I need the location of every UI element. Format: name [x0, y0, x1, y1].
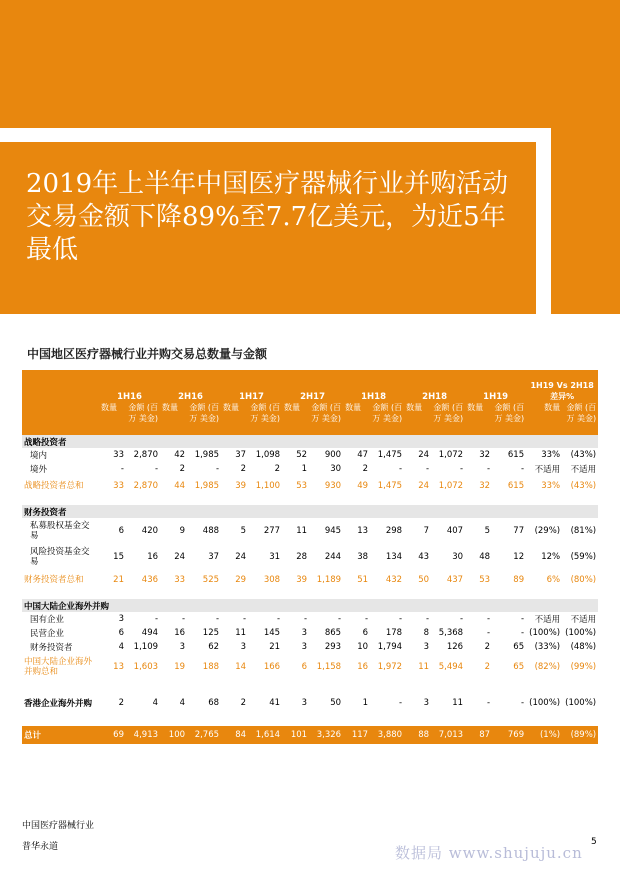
- table-cell: 38: [357, 552, 369, 562]
- table-cell: (80%): [570, 575, 597, 585]
- header-blank: [22, 370, 99, 402]
- table-cell: 3,326: [309, 726, 343, 744]
- table-cell: 188: [202, 662, 220, 672]
- table-cell: 24: [235, 552, 247, 562]
- table-row: [22, 640, 598, 654]
- table-cell: 28: [296, 552, 308, 562]
- table-cell: -: [364, 614, 369, 624]
- page-title: 2019年上半年中国医疗器械行业并购活动交易金额下降89%至7.7亿美元，为近5年最低: [26, 169, 509, 265]
- table-cell: 2: [240, 464, 247, 474]
- table-cell: 5,368: [438, 628, 464, 638]
- count-header: 数量: [160, 402, 187, 435]
- period-header: 1H19: [465, 370, 526, 402]
- table-cell: -: [154, 464, 159, 474]
- table-cell: 1,072: [438, 450, 464, 460]
- table-cell: 24: [174, 552, 186, 562]
- table-cell: 4: [152, 698, 159, 708]
- table-cell: 420: [141, 526, 159, 536]
- table-cell: (82%): [534, 662, 561, 672]
- period-header: 1H16: [99, 370, 160, 402]
- table-cell: (81%): [570, 526, 597, 536]
- table-cell: 615: [507, 450, 525, 460]
- table-cell: 65: [513, 662, 525, 672]
- diff-amount-header: 金额 (百万 美金): [562, 402, 598, 435]
- count-header: 数量: [221, 402, 248, 435]
- table-cell: 32: [479, 450, 491, 460]
- table-cell: 21: [113, 575, 124, 585]
- row-label: 民营企业: [30, 629, 65, 639]
- table-cell: -: [487, 464, 491, 474]
- table-cell: 1,794: [377, 642, 403, 652]
- table-cell: 87: [465, 726, 492, 744]
- table-cell: (43%): [570, 481, 597, 491]
- table-cell: -: [460, 464, 464, 474]
- table-cell: 29: [235, 575, 247, 585]
- table-cell: 50: [418, 575, 430, 585]
- row-label: 境外: [30, 465, 48, 475]
- table-cell: 6: [118, 628, 124, 638]
- table-cell: 9: [179, 526, 186, 536]
- section-header: 财务投资者: [22, 505, 598, 518]
- spacer-cell: [22, 680, 598, 689]
- table-cell: 5: [484, 526, 491, 536]
- row-spacer: [22, 496, 598, 505]
- table-cell: 51: [357, 575, 369, 585]
- page-number: 5: [591, 837, 597, 847]
- table-cell: 3: [423, 698, 430, 708]
- diff-count-header: 数量: [526, 402, 562, 435]
- section-header-row: [22, 599, 598, 612]
- diff-header: 1H19 Vs 2H18 差异%: [526, 370, 598, 402]
- table-cell: 6: [118, 526, 124, 536]
- row-label: 风险投资基金交易: [30, 547, 90, 567]
- table-cell: -: [521, 464, 525, 474]
- row-label: 战略投资者总和: [24, 481, 84, 491]
- table-cell: 41: [269, 698, 281, 708]
- table-cell: -: [487, 614, 491, 624]
- table-cell: 101: [282, 726, 309, 744]
- table-cell: 1,614: [248, 726, 282, 744]
- table-cell: 24: [418, 450, 430, 460]
- table-cell: 11: [418, 662, 430, 672]
- period-header: 2H18: [404, 370, 465, 402]
- table-cell: -: [460, 614, 464, 624]
- table-row: [22, 626, 598, 640]
- count-header: 数量: [343, 402, 370, 435]
- table-row: [22, 448, 598, 462]
- table-cell: 945: [324, 526, 342, 536]
- table-cell: -: [426, 464, 430, 474]
- table-cell: 88: [404, 726, 431, 744]
- table-cell: 1,109: [133, 642, 159, 652]
- table-cell: 615: [507, 481, 525, 491]
- table-cell: 69: [99, 726, 126, 744]
- row-label: 私募股权基金交易: [30, 521, 90, 541]
- table-cell: 4: [118, 642, 124, 652]
- table-cell: 65: [513, 642, 525, 652]
- amount-header: 金额 (百万 美金): [126, 402, 160, 435]
- table-cell: -: [120, 464, 124, 474]
- count-header: 数量: [282, 402, 309, 435]
- table-cell: 不适用: [570, 465, 597, 475]
- table-cell: 33: [113, 481, 124, 491]
- watermark: 数据局 www.shujuju.cn: [395, 844, 583, 862]
- table-cell: 11: [235, 628, 247, 638]
- table-cell: 48: [479, 552, 491, 562]
- table-cell: 277: [263, 526, 281, 536]
- count-header: 数量: [465, 402, 492, 435]
- table-cell: 3: [179, 642, 186, 652]
- table-cell: 7: [423, 526, 430, 536]
- table-cell: (100%): [529, 628, 561, 638]
- table-cell: 525: [202, 575, 220, 585]
- table-cell: 2: [484, 642, 491, 652]
- table-cell: 2: [484, 662, 491, 672]
- table-cell: 178: [385, 628, 403, 638]
- table-cell: 16: [147, 552, 159, 562]
- table-cell: 53: [479, 575, 491, 585]
- table-cell: 1,189: [316, 575, 342, 585]
- table-cell: 33: [174, 575, 186, 585]
- table-cell: 不适用: [534, 465, 561, 475]
- deals-table: [22, 370, 598, 744]
- table-cell: 308: [263, 575, 281, 585]
- table-cell: 16: [174, 628, 186, 638]
- table-cell: 11: [452, 698, 464, 708]
- amount-header: 金额 (百万 美金): [492, 402, 526, 435]
- table-cell: 15: [113, 552, 124, 562]
- table-cell: (29%): [534, 526, 561, 536]
- amount-header: 金额 (百万 美金): [187, 402, 221, 435]
- table-cell: 145: [263, 628, 281, 638]
- table-cell: 3: [118, 614, 124, 624]
- table-cell: 4: [179, 698, 186, 708]
- table-row: [22, 544, 598, 570]
- row-label: 财务投资者总和: [24, 575, 84, 585]
- table-cell: -: [487, 698, 491, 708]
- table-cell: 12%: [541, 552, 561, 562]
- amount-header: 金额 (百万 美金): [309, 402, 343, 435]
- table-cell: 6%: [546, 575, 561, 585]
- amount-header: 金额 (百万 美金): [370, 402, 404, 435]
- table-cell: -: [276, 614, 281, 624]
- section-header: 战略投资者: [22, 435, 598, 448]
- table-cell: 6: [362, 628, 369, 638]
- table-cell: 2: [240, 698, 247, 708]
- row-label: 总计: [22, 726, 99, 744]
- table-row: [22, 518, 598, 544]
- row-label: 香港企业海外并购: [24, 699, 93, 709]
- table-cell: 31: [269, 552, 281, 562]
- table-cell: 298: [385, 526, 403, 536]
- table-cell: -: [521, 614, 525, 624]
- table-cell: -: [242, 614, 247, 624]
- count-header: 数量: [404, 402, 431, 435]
- table-cell: 1,098: [255, 450, 281, 460]
- table-cell: 769: [492, 726, 526, 744]
- table-cell: 19: [174, 662, 186, 672]
- table-cell: 4,913: [126, 726, 160, 744]
- footer-company: 普华永道: [22, 842, 59, 852]
- table-cell: 32: [479, 481, 491, 491]
- right-orange-strip: [551, 128, 620, 314]
- table-cell: -: [399, 614, 403, 624]
- table-cell: 1: [301, 464, 308, 474]
- table-cell: 3: [240, 642, 247, 652]
- table-cell: 43: [418, 552, 430, 562]
- table-cell: -: [487, 628, 491, 638]
- table-cell: 3,880: [370, 726, 404, 744]
- table-cell: -: [303, 614, 308, 624]
- row-label: 国有企业: [30, 615, 65, 625]
- table-cell: 62: [208, 642, 220, 652]
- table-cell: -: [215, 464, 220, 474]
- table-cell: 84: [221, 726, 248, 744]
- table-cell: 37: [208, 552, 220, 562]
- period-header: 1H17: [221, 370, 282, 402]
- table-cell: 1,158: [316, 662, 342, 672]
- table-cell: 47: [357, 450, 369, 460]
- table-cell: 33%: [541, 450, 561, 460]
- table-cell: 166: [263, 662, 281, 672]
- table-cell: 49: [357, 481, 369, 491]
- grand-total-row: [22, 726, 598, 744]
- table-cell: -: [181, 614, 186, 624]
- table-cell: 407: [446, 526, 464, 536]
- table-cell: 44: [174, 481, 186, 491]
- table-cell: 1,072: [438, 481, 464, 491]
- table-cell: 134: [385, 552, 403, 562]
- table-cell: 89: [513, 575, 525, 585]
- table-cell: 42: [174, 450, 186, 460]
- table-title: 中国地区医疗器械行业并购交易总数量与金额: [27, 347, 268, 361]
- table-cell: (48%): [570, 642, 597, 652]
- table-cell: 494: [141, 628, 159, 638]
- table-cell: 1: [362, 698, 369, 708]
- table-cell: -: [215, 614, 220, 624]
- header-blank: [22, 402, 99, 435]
- table-cell: 39: [235, 481, 247, 491]
- table-cell: 1,985: [194, 481, 220, 491]
- period-header: 2H16: [160, 370, 221, 402]
- row-label: 境内: [30, 451, 48, 461]
- spacer-cell: [22, 590, 598, 599]
- hk-overseas-row: [22, 689, 598, 717]
- table-cell: 50: [330, 698, 342, 708]
- table-cell: 8: [423, 628, 430, 638]
- table-cell: 1,985: [194, 450, 220, 460]
- table-cell: 125: [202, 628, 220, 638]
- table-cell: 126: [446, 642, 464, 652]
- section-header-row: [22, 505, 598, 518]
- period-header: 2H17: [282, 370, 343, 402]
- table-cell: 11: [296, 526, 308, 536]
- table-cell: -: [521, 698, 525, 708]
- table-cell: 488: [202, 526, 220, 536]
- table-cell: 3: [301, 642, 308, 652]
- table-cell: (33%): [534, 642, 561, 652]
- table-cell: 2,870: [133, 450, 159, 460]
- table-cell: 33: [113, 450, 124, 460]
- table-cell: 37: [235, 450, 247, 460]
- table-cell: 53: [296, 481, 308, 491]
- table-cell: -: [154, 614, 159, 624]
- table-cell: 12: [513, 552, 525, 562]
- table-cell: 7,013: [431, 726, 465, 744]
- table-cell: 244: [324, 552, 342, 562]
- table-cell: 不适用: [534, 615, 561, 625]
- table-cell: (59%): [570, 552, 597, 562]
- table-cell: 68: [208, 698, 220, 708]
- table-cell: 900: [324, 450, 342, 460]
- subtotal-row: [22, 476, 598, 496]
- row-label: 财务投资者: [30, 643, 73, 653]
- table-body: [22, 435, 598, 744]
- subtotal-row: [22, 570, 598, 590]
- table-cell: (100%): [529, 698, 561, 708]
- row-label: 中国大陆企业海外并购总和: [24, 657, 93, 677]
- table-cell: 5: [240, 526, 247, 536]
- table-cell: 2: [362, 464, 369, 474]
- table-cell: (43%): [570, 450, 597, 460]
- count-header: 数量: [99, 402, 126, 435]
- table-cell: 3: [301, 628, 308, 638]
- table-cell: 1,603: [133, 662, 159, 672]
- amount-header: 金额 (百万 美金): [248, 402, 282, 435]
- table-row: [22, 462, 598, 476]
- table-cell: 2,870: [133, 481, 159, 491]
- table-cell: 10: [357, 642, 369, 652]
- table-cell: (99%): [570, 662, 597, 672]
- sub-header-row: [22, 402, 598, 435]
- spacer-cell: [22, 496, 598, 505]
- subtotal-row: [22, 654, 598, 680]
- row-spacer: [22, 717, 598, 726]
- table-cell: 2: [179, 464, 186, 474]
- table-cell: 24: [418, 481, 430, 491]
- table-cell: (89%): [562, 726, 598, 744]
- row-spacer: [22, 680, 598, 689]
- table-cell: 33%: [541, 481, 561, 491]
- table-cell: 14: [235, 662, 247, 672]
- table-cell: 2,765: [187, 726, 221, 744]
- table-cell: 436: [141, 575, 159, 585]
- spacer-cell: [22, 717, 598, 726]
- table-cell: (1%): [526, 726, 562, 744]
- table-cell: 21: [269, 642, 281, 652]
- table-cell: 2: [274, 464, 281, 474]
- table-cell: 3: [423, 642, 430, 652]
- table-cell: -: [426, 614, 430, 624]
- table-cell: -: [399, 698, 403, 708]
- row-spacer: [22, 590, 598, 599]
- table-cell: 13: [357, 526, 369, 536]
- table-cell: (100%): [565, 628, 597, 638]
- table-cell: 1,100: [255, 481, 281, 491]
- table-cell: 1,475: [377, 481, 403, 491]
- amount-header: 金额 (百万 美金): [431, 402, 465, 435]
- table-cell: 30: [452, 552, 464, 562]
- table-cell: 437: [446, 575, 464, 585]
- table-cell: (100%): [565, 698, 597, 708]
- section-header-row: [22, 435, 598, 448]
- table-cell: 16: [357, 662, 369, 672]
- table-cell: 30: [330, 464, 342, 474]
- section-header: 中国大陆企业海外并购: [22, 599, 598, 612]
- table-cell: 117: [343, 726, 370, 744]
- table-cell: 100: [160, 726, 187, 744]
- table-cell: 1,475: [377, 450, 403, 460]
- table-row: [22, 612, 598, 626]
- table-cell: 不适用: [570, 615, 597, 625]
- table-cell: 77: [513, 526, 525, 536]
- table-cell: 5,494: [438, 662, 464, 672]
- table-cell: 13: [113, 662, 124, 672]
- table-cell: 865: [324, 628, 342, 638]
- top-orange-band: [0, 0, 620, 128]
- table-cell: -: [521, 628, 525, 638]
- footer-report-name: 中国医疗器械行业: [22, 821, 95, 831]
- table-cell: -: [337, 614, 342, 624]
- period-header-row: [22, 370, 598, 402]
- table-cell: 930: [324, 481, 342, 491]
- table-cell: 1,972: [377, 662, 403, 672]
- table-cell: 6: [301, 662, 308, 672]
- period-header: 1H18: [343, 370, 404, 402]
- table-cell: 3: [301, 698, 308, 708]
- table-cell: -: [399, 464, 403, 474]
- table-cell: 293: [324, 642, 342, 652]
- table-cell: 432: [385, 575, 403, 585]
- table-cell: 52: [296, 450, 308, 460]
- table-cell: 2: [118, 698, 124, 708]
- table-cell: 39: [296, 575, 308, 585]
